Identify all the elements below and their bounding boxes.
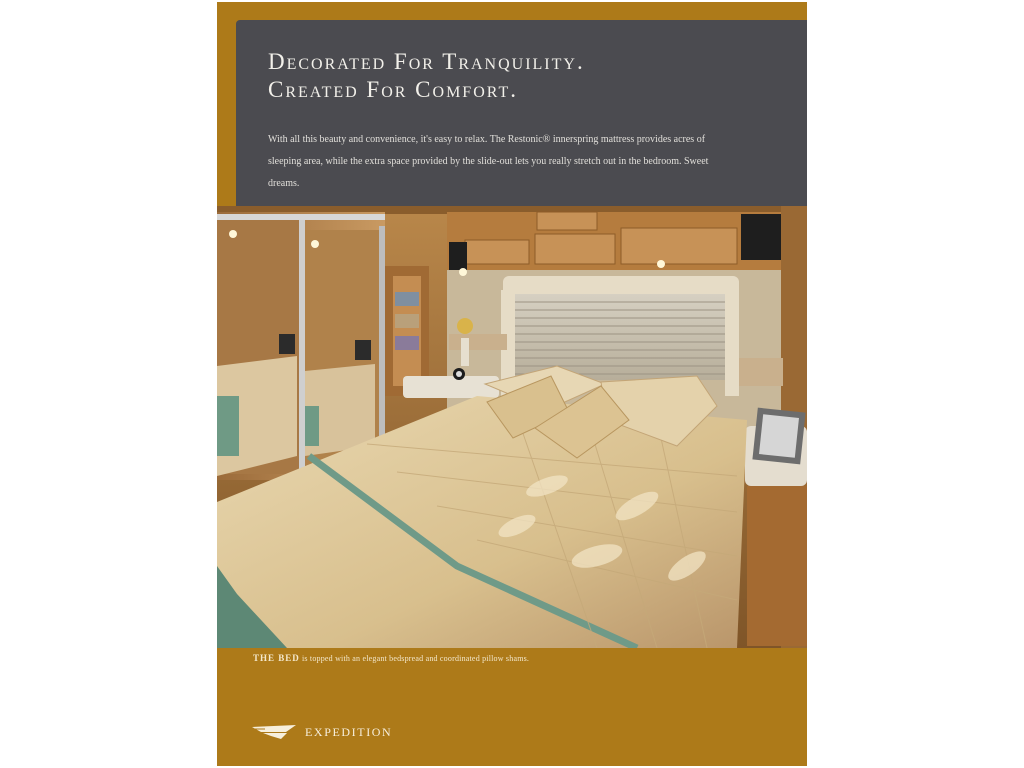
bedroom-illustration: [217, 206, 807, 648]
headline-line-1: Decorated For Tranquility.: [268, 49, 585, 74]
bedroom-photo: [217, 206, 807, 648]
expedition-logo-mark-icon: [251, 724, 297, 740]
brand-logo: [251, 724, 392, 740]
caption-text: is topped with an elegant bedspread and coordinated pillow shams.: [299, 654, 530, 663]
headline: [268, 48, 585, 104]
body-copy: With all this beauty and convenience, it's easy to relax. The Restonic® innerspring mattress provides acres of sleeping area, while the extra space provided by the slide-out lets you really stretch out in the bedroom. Sweet dreams.: [268, 134, 709, 189]
headline-panel: [236, 20, 807, 206]
photo-caption: [253, 653, 529, 663]
brand-name: EXPEDITION: [305, 724, 393, 739]
brochure-page: [217, 2, 807, 766]
caption-lead: THE BED: [253, 653, 300, 663]
headline-line-2: Created For Comfort.: [268, 77, 518, 102]
